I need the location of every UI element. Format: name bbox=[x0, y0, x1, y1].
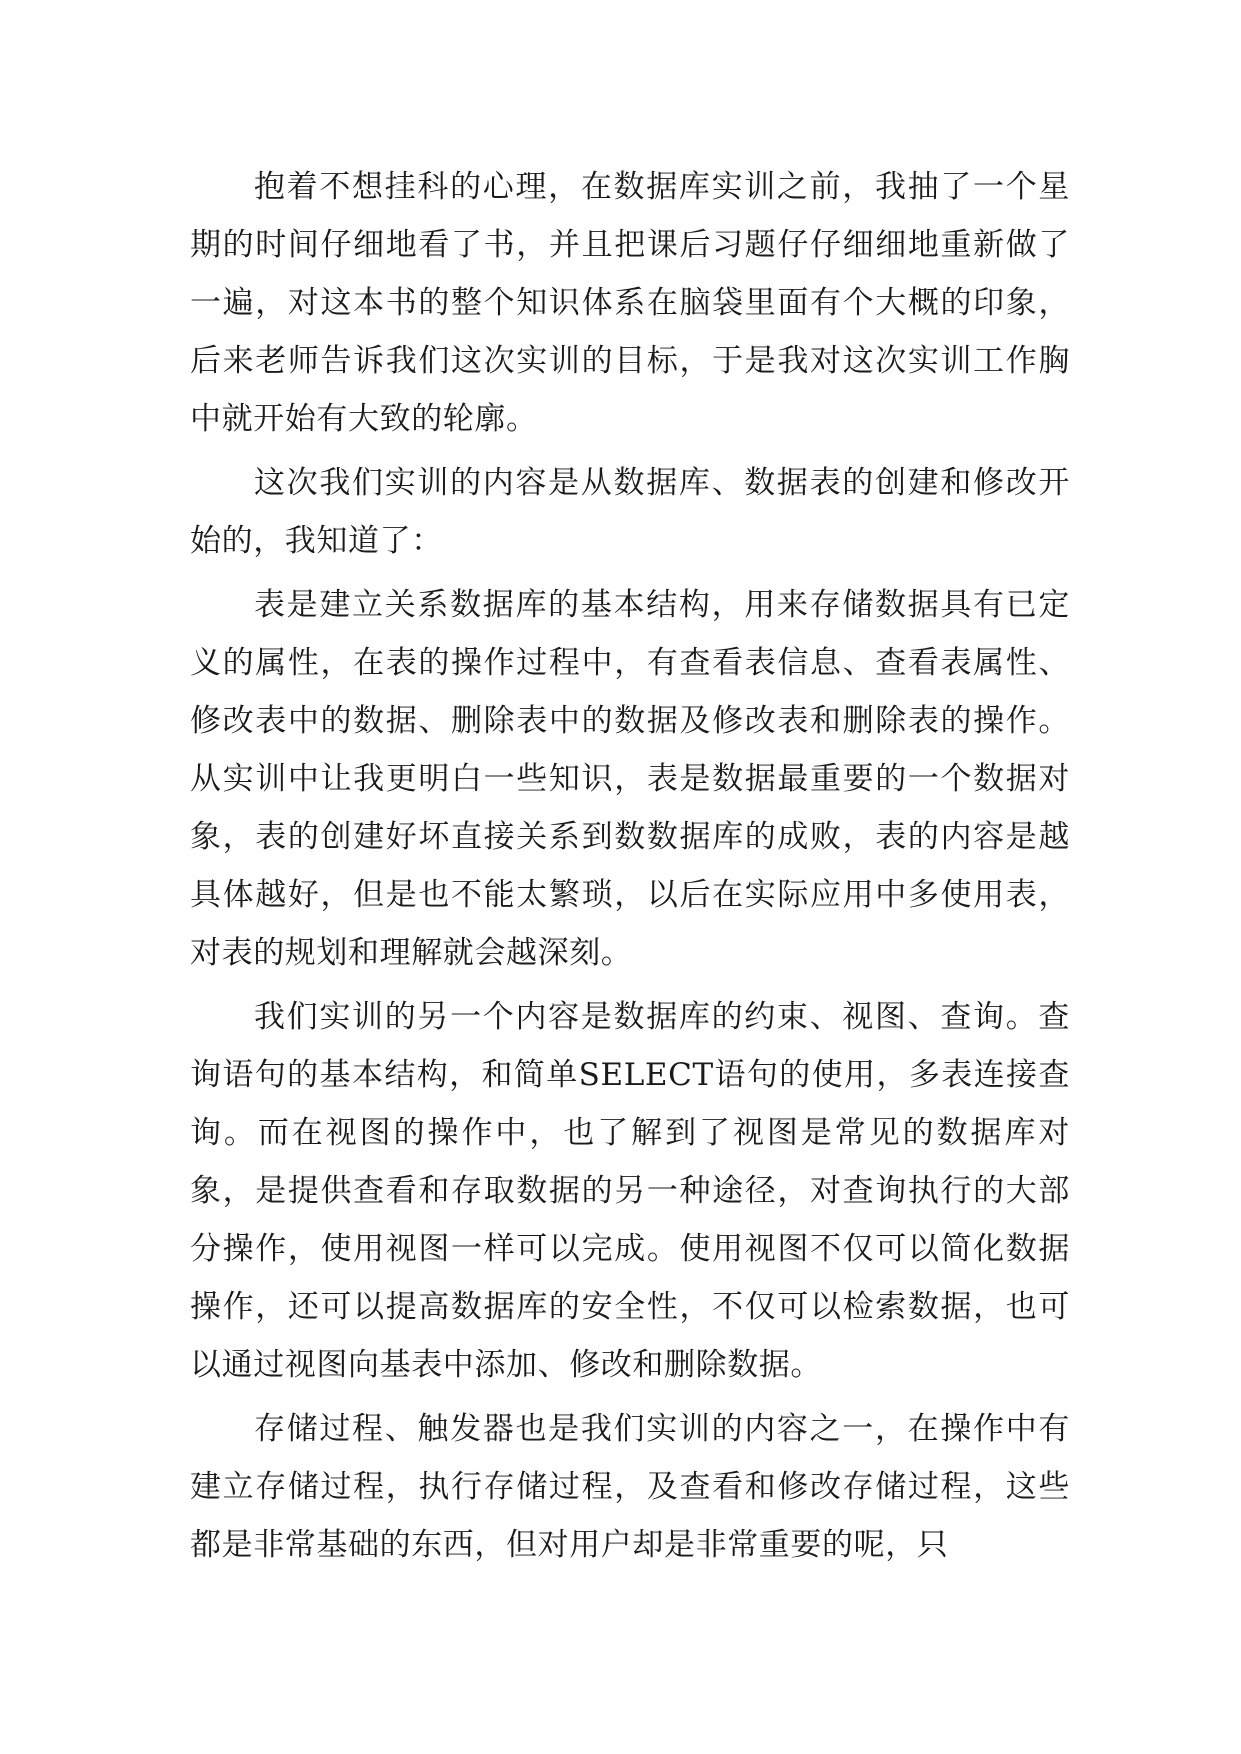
paragraph: 表是建立关系数据库的基本结构，用来存储数据具有已定义的属性，在表的操作过程中，有查看表信息、查看表属性、修改表中的数据、删除表中的数据及修改表和删除表的操作。从实训中让我更明白一些知识，表是数据最重要的一个数据对象，表的创建好坏直接关系到数数据库的成败，表的内容是越具体越好，但是也不能太繁琐，以后在实际应用中多使用表，对表的规划和理解就会越深刻。 bbox=[190, 587, 1070, 971]
paragraph: 这次我们实训的内容是从数据库、数据表的创建和修改开始的，我知道了： bbox=[190, 465, 1070, 559]
paragraph: 抱着不想挂科的心理，在数据库实训之前，我抽了一个星期的时间仔细地看了书，并且把课后习题仔仔细细地重新做了一遍，对这本书的整个知识体系在脑袋里面有个大概的印象，后来老师告诉我们这次实训的目标，于是我对这次实训工作胸中就开始有大致的轮廓。 bbox=[190, 169, 1070, 437]
document-body bbox=[190, 158, 1070, 1574]
paragraph: 存储过程、触发器也是我们实训的内容之一，在操作中有建立存储过程，执行存储过程，及查看和修改存储过程，这些都是非常基础的东西，但对用户却是非常重要的呢，只 bbox=[190, 1411, 1070, 1563]
paragraph: 我们实训的另一个内容是数据库的约束、视图、查询。查询语句的基本结构，和简单SELECT语句的使用，多表连接查询。而在视图的操作中，也了解到了视图是常见的数据库对象，是提供查看和存取数据的另一种途径，对查询执行的大部分操作，使用视图一样可以完成。使用视图不仅可以简化数据操作，还可以提高数据库的安全性，不仅可以检索数据，也可以通过视图向基表中添加、修改和删除数据。 bbox=[190, 999, 1070, 1383]
